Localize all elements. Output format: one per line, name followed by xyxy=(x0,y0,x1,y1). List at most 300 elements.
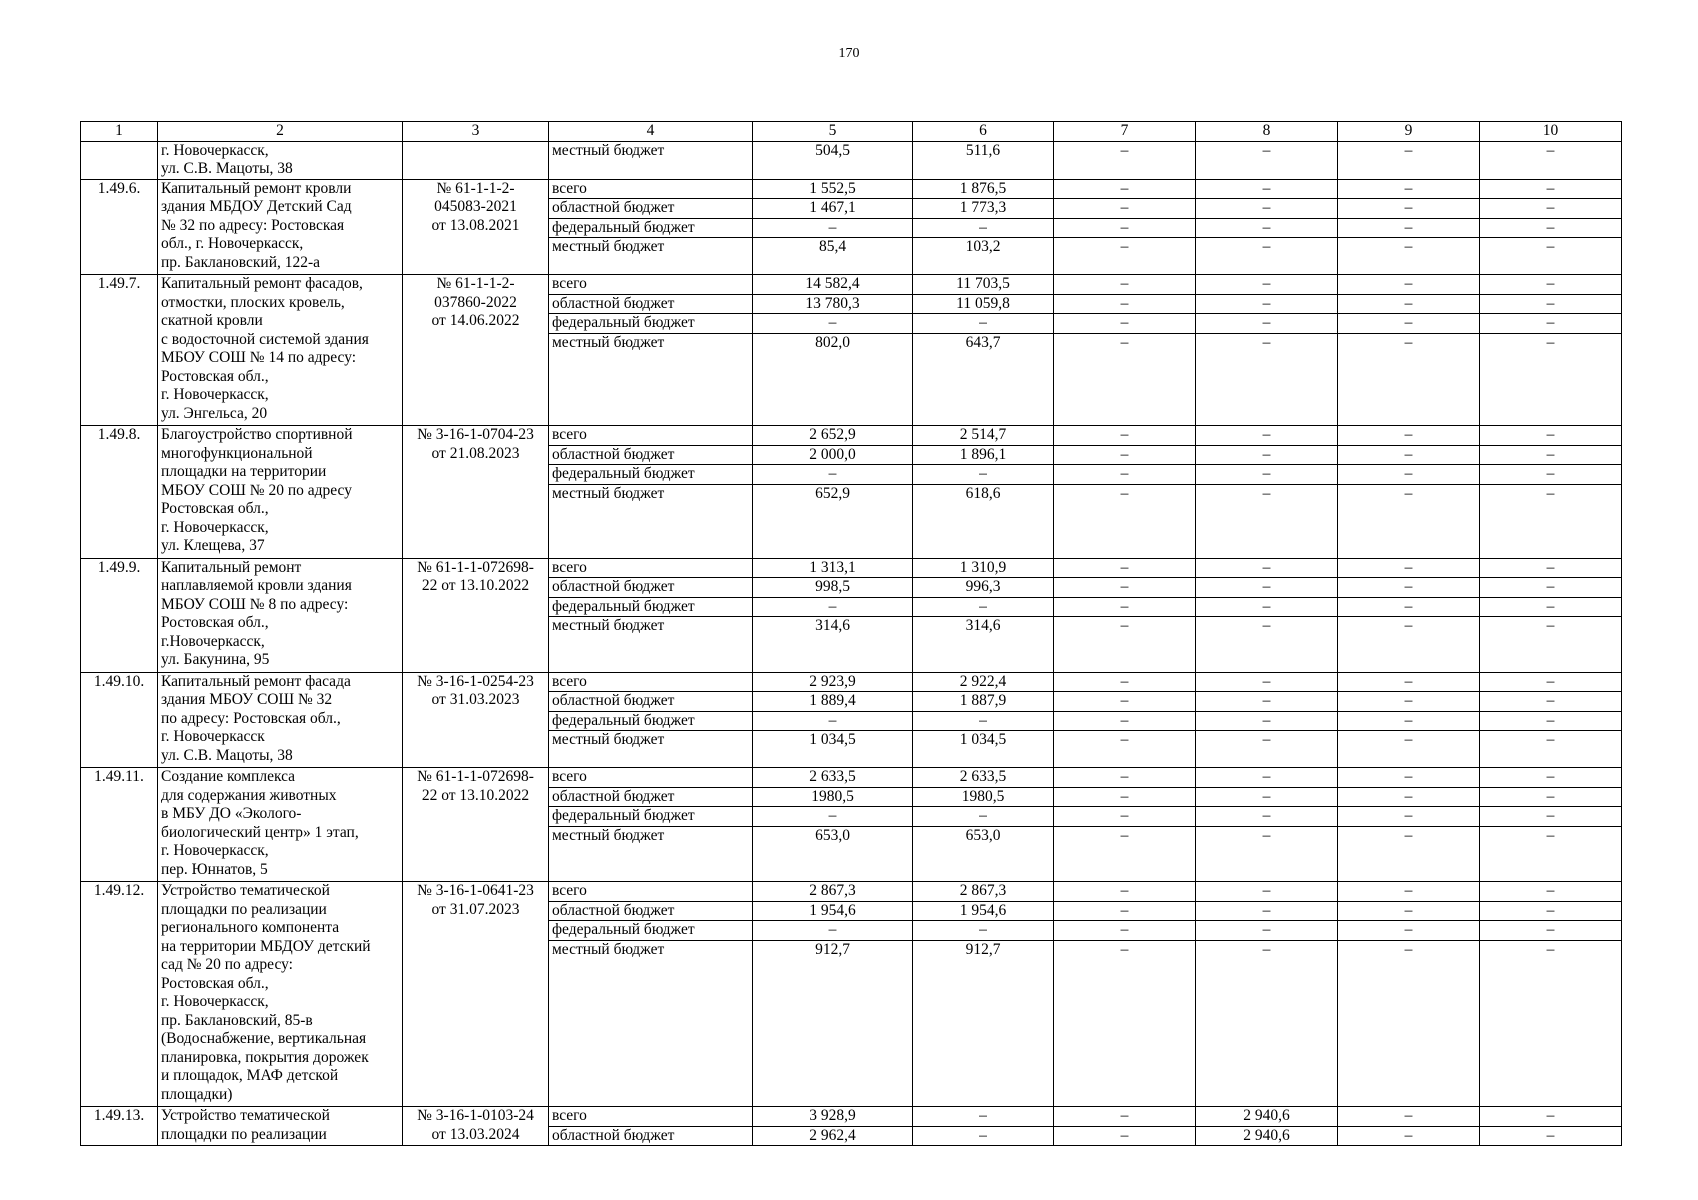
amount-col-8: – xyxy=(1196,238,1338,275)
amount-col-6: 2 514,7 xyxy=(913,426,1054,446)
amount-col-5: – xyxy=(753,314,913,334)
amount-col-7: – xyxy=(1054,807,1196,827)
item-name-line: г. Новочеркасск, xyxy=(161,518,269,536)
amount-col-7: – xyxy=(1054,275,1196,295)
document-reference-line: № 61-1-1-072698- xyxy=(417,558,534,576)
amount-col-10: – xyxy=(1480,807,1622,827)
amount-col-5: 1 552,5 xyxy=(753,179,913,199)
funding-source: всего xyxy=(549,672,753,692)
document-reference-line: № 61-1-1-2- xyxy=(436,275,515,292)
amount-col-8: – xyxy=(1196,882,1338,902)
amount-col-9: – xyxy=(1338,275,1480,295)
document-reference xyxy=(403,426,549,559)
document-reference-line: от 31.03.2023 xyxy=(431,691,520,708)
amount-col-5: 912,7 xyxy=(753,940,913,1107)
amount-col-8: – xyxy=(1196,465,1338,485)
document-reference-line: № 61-1-1-2- xyxy=(436,179,515,197)
document-reference xyxy=(403,672,549,768)
amount-col-10: – xyxy=(1480,768,1622,788)
amount-col-7: – xyxy=(1054,179,1196,199)
amount-col-6: – xyxy=(913,807,1054,827)
document-reference-line: № 3-16-1-0254-23 xyxy=(417,672,534,690)
document-reference-line: от 13.03.2024 xyxy=(431,1125,520,1143)
item-name-line: г. Новочеркасск, xyxy=(161,842,269,859)
item-name-line: г. Новочеркасск, xyxy=(161,386,269,403)
column-header: 9 xyxy=(1338,122,1480,142)
funding-source: областной бюджет xyxy=(549,199,753,219)
amount-col-5: 2 652,9 xyxy=(753,426,913,446)
amount-col-6: – xyxy=(913,218,1054,238)
amount-col-10: – xyxy=(1480,731,1622,768)
amount-col-5: 653,0 xyxy=(753,826,913,882)
funding-source: федеральный бюджет xyxy=(549,711,753,731)
amount-col-7: – xyxy=(1054,333,1196,426)
amount-col-10: – xyxy=(1480,465,1622,485)
item-name-line: г. Новочеркасск, xyxy=(161,993,269,1010)
funding-source: всего xyxy=(549,768,753,788)
item-name-line: ул. С.В. Мацоты, 38 xyxy=(161,746,293,764)
amount-col-8: – xyxy=(1196,692,1338,712)
amount-col-7: – xyxy=(1054,940,1196,1107)
amount-col-8: – xyxy=(1196,578,1338,598)
amount-col-8: – xyxy=(1196,768,1338,788)
funding-source: всего xyxy=(549,558,753,578)
document-reference-line: 037860-2022 xyxy=(434,293,517,311)
amount-col-10: – xyxy=(1480,578,1622,598)
amount-col-5: 2 000,0 xyxy=(753,445,913,465)
amount-col-9: – xyxy=(1338,465,1480,485)
amount-col-6: 1980,5 xyxy=(913,787,1054,807)
amount-col-10: – xyxy=(1480,940,1622,1107)
funding-source: всего xyxy=(549,426,753,446)
amount-col-7: – xyxy=(1054,597,1196,617)
item-name-line: здания МБДОУ Детский Сад xyxy=(161,198,352,215)
table-row xyxy=(81,179,1622,199)
amount-col-10: – xyxy=(1480,921,1622,941)
item-name-line: ул. Клещева, 37 xyxy=(161,537,265,554)
amount-col-5: 85,4 xyxy=(753,238,913,275)
item-name-line: Капитальный ремонт фасадов, xyxy=(161,275,363,292)
amount-col-10: – xyxy=(1480,787,1622,807)
funding-source: областной бюджет xyxy=(549,294,753,314)
amount-col-7: – xyxy=(1054,426,1196,446)
item-name-line: Создание комплекса xyxy=(161,768,296,785)
amount-col-9: – xyxy=(1338,1107,1480,1127)
funding-source: местный бюджет xyxy=(549,731,753,768)
item-name-line: Капитальный ремонт кровли xyxy=(161,179,352,197)
item-name xyxy=(158,141,403,179)
funding-source: областной бюджет xyxy=(549,787,753,807)
amount-col-8: – xyxy=(1196,199,1338,219)
funding-source: местный бюджет xyxy=(549,940,753,1107)
amount-col-5: 1 034,5 xyxy=(753,731,913,768)
table-body xyxy=(81,141,1622,1146)
amount-col-8: – xyxy=(1196,484,1338,558)
funding-source: федеральный бюджет xyxy=(549,465,753,485)
amount-col-6: 653,0 xyxy=(913,826,1054,882)
document-reference-line: от 21.08.2023 xyxy=(431,444,520,462)
item-number: 1.49.11. xyxy=(81,768,158,882)
item-name-line: Устройство тематической xyxy=(161,882,330,899)
amount-col-8: – xyxy=(1196,617,1338,673)
amount-col-6: 1 887,9 xyxy=(913,692,1054,712)
funding-source: областной бюджет xyxy=(549,692,753,712)
amount-col-8: – xyxy=(1196,558,1338,578)
amount-col-5: 2 962,4 xyxy=(753,1126,913,1146)
amount-col-5: 2 923,9 xyxy=(753,672,913,692)
amount-col-7: – xyxy=(1054,692,1196,712)
amount-col-6: 643,7 xyxy=(913,333,1054,426)
table-row xyxy=(81,558,1622,578)
amount-col-9: – xyxy=(1338,1126,1480,1146)
amount-col-8: – xyxy=(1196,141,1338,179)
amount-col-9: – xyxy=(1338,294,1480,314)
document-reference xyxy=(403,882,549,1107)
item-name xyxy=(158,558,403,672)
item-name-line: по адресу: Ростовская обл., xyxy=(161,709,341,727)
funding-source: всего xyxy=(549,275,753,295)
amount-col-10: – xyxy=(1480,426,1622,446)
document-reference xyxy=(403,275,549,426)
amount-col-5: 998,5 xyxy=(753,578,913,598)
amount-col-8: – xyxy=(1196,333,1338,426)
amount-col-10: – xyxy=(1480,617,1622,673)
table-row xyxy=(81,426,1622,446)
amount-col-6: – xyxy=(913,1107,1054,1127)
funding-source: федеральный бюджет xyxy=(549,314,753,334)
amount-col-10: – xyxy=(1480,275,1622,295)
item-name xyxy=(158,1107,403,1146)
item-name-line: здания МБОУ СОШ № 32 xyxy=(161,691,333,708)
table-row xyxy=(81,672,1622,692)
funding-source: областной бюджет xyxy=(549,445,753,465)
amount-col-7: – xyxy=(1054,558,1196,578)
amount-col-9: – xyxy=(1338,731,1480,768)
item-name-line: Капитальный ремонт фасада xyxy=(161,672,351,690)
amount-col-7: – xyxy=(1054,314,1196,334)
amount-col-6: 618,6 xyxy=(913,484,1054,558)
funding-source: местный бюджет xyxy=(549,826,753,882)
amount-col-8: – xyxy=(1196,921,1338,941)
amount-col-6: 2 867,3 xyxy=(913,882,1054,902)
amount-col-7: – xyxy=(1054,731,1196,768)
item-name xyxy=(158,426,403,559)
amount-col-5: 1 313,1 xyxy=(753,558,913,578)
amount-col-9: – xyxy=(1338,426,1480,446)
amount-col-10: – xyxy=(1480,445,1622,465)
amount-col-5: 1 954,6 xyxy=(753,901,913,921)
amount-col-9: – xyxy=(1338,901,1480,921)
amount-col-10: – xyxy=(1480,179,1622,199)
amount-col-7: – xyxy=(1054,768,1196,788)
amount-col-9: – xyxy=(1338,826,1480,882)
amount-col-9: – xyxy=(1338,921,1480,941)
amount-col-6: – xyxy=(913,597,1054,617)
amount-col-6: – xyxy=(913,921,1054,941)
amount-col-10: – xyxy=(1480,826,1622,882)
amount-col-5: – xyxy=(753,921,913,941)
item-name-line: сад № 20 по адресу: xyxy=(161,956,293,973)
amount-col-5: 3 928,9 xyxy=(753,1107,913,1127)
column-header: 3 xyxy=(403,122,549,142)
amount-col-6: 1 310,9 xyxy=(913,558,1054,578)
amount-col-7: – xyxy=(1054,882,1196,902)
document-reference xyxy=(403,179,549,275)
amount-col-9: – xyxy=(1338,484,1480,558)
amount-col-9: – xyxy=(1338,787,1480,807)
amount-col-9: – xyxy=(1338,711,1480,731)
item-name xyxy=(158,672,403,768)
amount-col-9: – xyxy=(1338,333,1480,426)
amount-col-7: – xyxy=(1054,141,1196,179)
amount-col-8: – xyxy=(1196,787,1338,807)
amount-col-7: – xyxy=(1054,445,1196,465)
amount-col-9: – xyxy=(1338,558,1480,578)
funding-source: местный бюджет xyxy=(549,238,753,275)
amount-col-5: – xyxy=(753,597,913,617)
amount-col-10: – xyxy=(1480,141,1622,179)
column-header: 6 xyxy=(913,122,1054,142)
column-header: 7 xyxy=(1054,122,1196,142)
document-reference xyxy=(403,768,549,882)
amount-col-9: – xyxy=(1338,692,1480,712)
amount-col-10: – xyxy=(1480,558,1622,578)
item-name-line: г. Новочеркасск xyxy=(161,728,265,745)
amount-col-9: – xyxy=(1338,882,1480,902)
amount-col-10: – xyxy=(1480,199,1622,219)
amount-col-7: – xyxy=(1054,1126,1196,1146)
funding-source: местный бюджет xyxy=(549,484,753,558)
amount-col-10: – xyxy=(1480,1126,1622,1146)
column-header: 8 xyxy=(1196,122,1338,142)
funding-source: всего xyxy=(549,882,753,902)
column-header: 2 xyxy=(158,122,403,142)
item-name-line: обл., г. Новочеркасск, xyxy=(161,235,304,252)
amount-col-6: 1 876,5 xyxy=(913,179,1054,199)
amount-col-5: – xyxy=(753,711,913,731)
amount-col-7: – xyxy=(1054,578,1196,598)
amount-col-9: – xyxy=(1338,597,1480,617)
funding-source: федеральный бюджет xyxy=(549,597,753,617)
amount-col-8: – xyxy=(1196,807,1338,827)
document-reference-line: № 3-16-1-0103-24 xyxy=(417,1107,534,1124)
amount-col-8: – xyxy=(1196,901,1338,921)
amount-col-7: – xyxy=(1054,672,1196,692)
amount-col-6: 11 703,5 xyxy=(913,275,1054,295)
item-name-line: пр. Баклановский, 85-в xyxy=(161,1011,313,1029)
item-number: 1.49.12. xyxy=(81,882,158,1107)
amount-col-9: – xyxy=(1338,141,1480,179)
item-number: 1.49.13. xyxy=(81,1107,158,1146)
table-row xyxy=(81,882,1622,902)
amount-col-6: – xyxy=(913,1126,1054,1146)
amount-col-6: 996,3 xyxy=(913,578,1054,598)
amount-col-8: – xyxy=(1196,597,1338,617)
amount-col-8: – xyxy=(1196,426,1338,446)
document-reference-line: № 3-16-1-0641-23 xyxy=(417,882,534,899)
column-header: 10 xyxy=(1480,122,1622,142)
amount-col-7: – xyxy=(1054,1107,1196,1127)
table-row xyxy=(81,275,1622,295)
item-name-line: Благоустройство спортивной xyxy=(161,426,353,443)
item-name xyxy=(158,179,403,275)
item-name-line: площадки на территории xyxy=(161,463,327,480)
amount-col-7: – xyxy=(1054,294,1196,314)
item-name-line: для содержания животных xyxy=(161,786,337,804)
item-name-line: Ростовская обл., xyxy=(161,500,269,517)
funding-source: местный бюджет xyxy=(549,333,753,426)
column-header: 5 xyxy=(753,122,913,142)
item-name-line: Ростовская обл., xyxy=(161,367,269,385)
document-reference-line: 22 от 13.10.2022 xyxy=(421,786,530,804)
item-name-line: г.Новочеркасск, xyxy=(161,632,265,650)
funding-source: всего xyxy=(549,1107,753,1127)
amount-col-9: – xyxy=(1338,940,1480,1107)
amount-col-8: – xyxy=(1196,314,1338,334)
amount-col-6: 2 633,5 xyxy=(913,768,1054,788)
amount-col-7: – xyxy=(1054,465,1196,485)
item-name-line: ул. Бакунина, 95 xyxy=(161,651,270,668)
item-name-line: площадки по реализации xyxy=(161,1125,327,1143)
amount-col-8: – xyxy=(1196,445,1338,465)
amount-col-10: – xyxy=(1480,294,1622,314)
item-number: 1.49.6. xyxy=(81,179,158,275)
item-name-line: и площадок, МАФ детской xyxy=(161,1067,339,1084)
amount-col-5: 13 780,3 xyxy=(753,294,913,314)
document-reference xyxy=(403,1107,549,1146)
funding-source: областной бюджет xyxy=(549,901,753,921)
item-name-line: наплавляемой кровли здания xyxy=(161,577,352,594)
amount-col-9: – xyxy=(1338,238,1480,275)
amount-col-5: 14 582,4 xyxy=(753,275,913,295)
document-reference-line: от 13.08.2021 xyxy=(431,216,520,234)
item-name-line: МБОУ СОШ № 8 по адресу: xyxy=(161,595,349,613)
item-name-line: (Водоснабжение, вертикальная xyxy=(161,1030,367,1047)
item-name-line: скатной кровли xyxy=(161,312,263,329)
item-name-line: в МБУ ДО «Эколого- xyxy=(161,805,302,822)
amount-col-6: 511,6 xyxy=(913,141,1054,179)
amount-col-6: – xyxy=(913,465,1054,485)
item-name xyxy=(158,768,403,882)
item-name-line: площадки по реализации xyxy=(161,900,327,918)
amount-col-6: – xyxy=(913,314,1054,334)
item-name-line: № 32 по адресу: Ростовская xyxy=(161,216,345,234)
amount-col-5: 2 867,3 xyxy=(753,882,913,902)
amount-col-10: – xyxy=(1480,711,1622,731)
document-reference-line: от 14.06.2022 xyxy=(431,312,520,329)
amount-col-5: 1 467,1 xyxy=(753,199,913,219)
amount-col-5: – xyxy=(753,807,913,827)
amount-col-9: – xyxy=(1338,617,1480,673)
amount-col-6: 1 896,1 xyxy=(913,445,1054,465)
amount-col-6: 1 034,5 xyxy=(913,731,1054,768)
amount-col-7: – xyxy=(1054,787,1196,807)
amount-col-7: – xyxy=(1054,711,1196,731)
item-name-line: площадки) xyxy=(161,1085,233,1103)
amount-col-10: – xyxy=(1480,882,1622,902)
amount-col-9: – xyxy=(1338,768,1480,788)
amount-col-6: 314,6 xyxy=(913,617,1054,673)
amount-col-7: – xyxy=(1054,826,1196,882)
amount-col-10: – xyxy=(1480,484,1622,558)
amount-col-9: – xyxy=(1338,179,1480,199)
amount-col-6: 103,2 xyxy=(913,238,1054,275)
funding-source: федеральный бюджет xyxy=(549,921,753,941)
header-row xyxy=(81,122,1622,142)
funding-source: федеральный бюджет xyxy=(549,218,753,238)
page-number: 170 xyxy=(838,46,860,61)
amount-col-5: 1980,5 xyxy=(753,787,913,807)
amount-col-9: – xyxy=(1338,672,1480,692)
budget-table xyxy=(80,121,1622,1146)
amount-col-8: – xyxy=(1196,711,1338,731)
item-name-line: МБОУ СОШ № 14 по адресу: xyxy=(161,349,357,366)
item-number: 1.49.10. xyxy=(81,672,158,768)
item-name xyxy=(158,882,403,1107)
amount-col-10: – xyxy=(1480,218,1622,238)
amount-col-5: 2 633,5 xyxy=(753,768,913,788)
item-name-line: ул. С.В. Мацоты, 38 xyxy=(161,160,293,177)
funding-source: местный бюджет xyxy=(549,141,753,179)
item-name-line: регионального компонента xyxy=(161,919,340,936)
item-name-line: биологический центр» 1 этап, xyxy=(161,823,359,841)
amount-col-8: 2 940,6 xyxy=(1196,1107,1338,1127)
item-name-line: многофункциональной xyxy=(161,444,313,462)
amount-col-10: – xyxy=(1480,692,1622,712)
amount-col-9: – xyxy=(1338,807,1480,827)
amount-col-7: – xyxy=(1054,617,1196,673)
amount-col-5: 314,6 xyxy=(753,617,913,673)
amount-col-8: – xyxy=(1196,275,1338,295)
amount-col-5: – xyxy=(753,218,913,238)
document-reference-line: от 31.07.2023 xyxy=(431,900,520,918)
item-number: 1.49.7. xyxy=(81,275,158,426)
amount-col-9: – xyxy=(1338,314,1480,334)
item-number: 1.49.8. xyxy=(81,426,158,559)
amount-col-7: – xyxy=(1054,238,1196,275)
document-reference xyxy=(403,558,549,672)
funding-source: местный бюджет xyxy=(549,617,753,673)
amount-col-8: – xyxy=(1196,826,1338,882)
amount-col-6: 2 922,4 xyxy=(913,672,1054,692)
amount-col-10: – xyxy=(1480,1107,1622,1127)
amount-col-7: – xyxy=(1054,199,1196,219)
amount-col-9: – xyxy=(1338,218,1480,238)
column-header: 4 xyxy=(549,122,753,142)
amount-col-6: 11 059,8 xyxy=(913,294,1054,314)
amount-col-9: – xyxy=(1338,578,1480,598)
amount-col-5: 504,5 xyxy=(753,141,913,179)
item-name-line: с водосточной системой здания xyxy=(161,330,369,348)
amount-col-8: – xyxy=(1196,294,1338,314)
item-name-line: на территории МБДОУ детский xyxy=(161,937,371,955)
amount-col-6: 912,7 xyxy=(913,940,1054,1107)
table-row xyxy=(81,768,1622,788)
funding-source: областной бюджет xyxy=(549,578,753,598)
amount-col-8: – xyxy=(1196,672,1338,692)
item-name-line: Ростовская обл., xyxy=(161,974,269,992)
amount-col-5: – xyxy=(753,465,913,485)
column-header: 1 xyxy=(81,122,158,142)
table-row xyxy=(81,141,1622,179)
table-row xyxy=(81,1107,1622,1127)
amount-col-7: – xyxy=(1054,484,1196,558)
document-reference-line: № 61-1-1-072698- xyxy=(417,768,534,785)
amount-col-8: – xyxy=(1196,940,1338,1107)
amount-col-9: – xyxy=(1338,199,1480,219)
funding-source: всего xyxy=(549,179,753,199)
amount-col-8: 2 940,6 xyxy=(1196,1126,1338,1146)
